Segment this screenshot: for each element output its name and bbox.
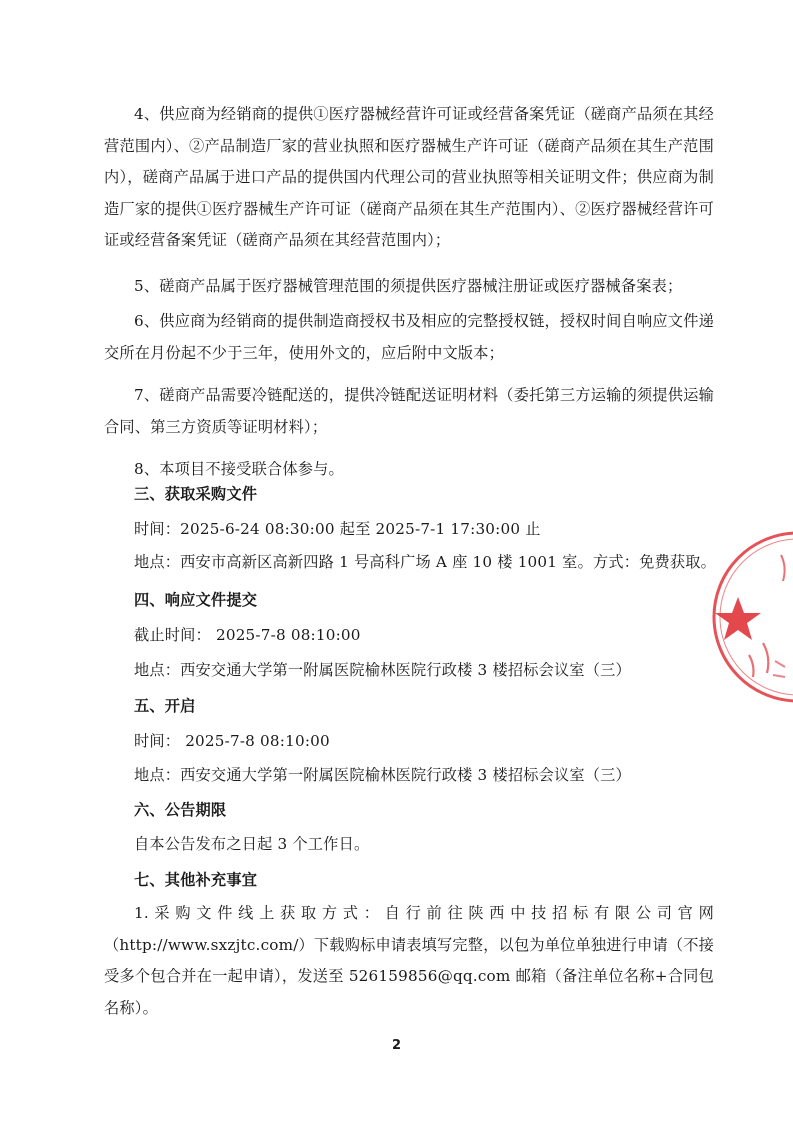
section-5-place: 地点：西安交通大学第一附属医院榆林医院行政楼 3 楼招标会议室（三）	[134, 766, 631, 784]
item-6: 6、供应商为经销商的提供制造商授权书及相应的完整授权链，授权时间自响应文件递交所在月份起不少于三年，使用外文的，应后附中文版本；	[104, 312, 714, 362]
section-3-place: 地点：西安市高新区高新四路 1 号高科广场 A 座 10 楼 1001 室。方式：免费获取。	[134, 553, 717, 571]
page-number: 2	[391, 1038, 402, 1053]
item-7: 7、磋商产品需要冷链配送的，提供冷链配送证明材料（委托第三方运输的须提供运输合同、第三方资质等证明材料）；	[104, 386, 714, 436]
item-4: 4、供应商为经销商的提供①医疗器械经营许可证或经营备案凭证（磋商产品须在其经营范围内）、②产品制造厂家的营业执照和医疗器械生产许可证（磋商产品须在其生产范围内），磋商产品属于进口产品的提供国内代理公司的营业执照等相关证明文件；供应商为制造厂家的提供①医疗器械生产许可证（磋商产品须在其生产范围内）、②医疗器械经营许可证或经营备案凭证（磋商产品须在其经营范围内）；	[104, 105, 714, 249]
section-5-title: 五、开启	[134, 697, 196, 715]
section-6-text: 自本公告发布之日起 3 个工作日。	[134, 835, 370, 853]
section-5-time: 时间： 2025-7-8 08:10:00	[134, 732, 330, 750]
item-5: 5、磋商产品属于医疗器械管理范围的须提供医疗器械注册证或医疗器械备案表；	[134, 277, 683, 295]
section-3-title: 三、获取采购文件	[134, 485, 258, 503]
item-8: 8、本项目不接受联合体参与。	[134, 460, 344, 478]
section-4-place: 地点：西安交通大学第一附属医院榆林医院行政楼 3 楼招标会议室（三）	[134, 661, 631, 679]
section-7-title: 七、其他补充事宜	[134, 871, 258, 889]
section-3-time: 时间：2025-6-24 08:30:00 起至 2025-7-1 17:30:00 止	[134, 520, 541, 538]
section-4-title: 四、响应文件提交	[134, 591, 258, 609]
section-7-text: 1.采购文件线上获取方式：自行前往陕西中技招标有限公司官网（http://www.sxzjtc.com/）下载购标申请表填写完整，以包为单位单独进行申请（不接受多个包合并在一起申请），发送至 526159856@qq.com 邮箱（备注单位名称+合同包名称）。	[104, 904, 715, 1017]
red-seal-stamp	[693, 525, 793, 705]
section-4-deadline: 截止时间： 2025-7-8 08:10:00	[134, 626, 361, 644]
section-6-title: 六、公告期限	[134, 801, 227, 819]
